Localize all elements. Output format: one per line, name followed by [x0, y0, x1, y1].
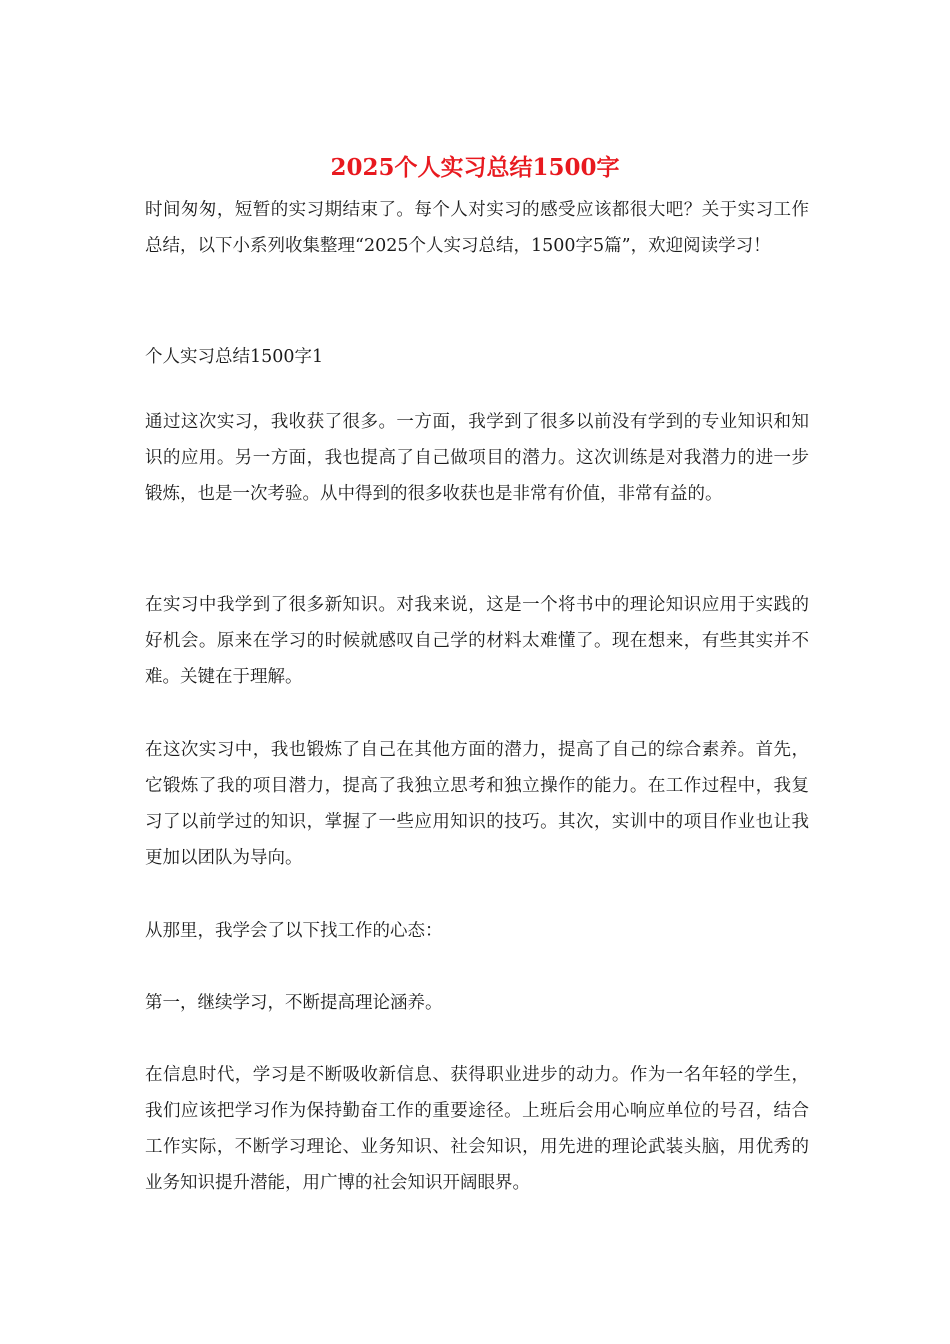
paragraph-4: 从那里，我学会了以下找工作的心态：: [145, 921, 443, 941]
intro-paragraph: 时间匆匆，短暂的实习期结束了。每个人对实习的感受应该都很大吧？关于实习工作总结，以下小系列收集整理“2025个人实习总结，1500字5篇”，欢迎阅读学习！: [145, 200, 809, 256]
paragraph-2: 在实习中我学到了很多新知识。对我来说，这是一个将书中的理论知识应用于实践的好机会。原来在学习的时候就感叹自己学的材料太难懂了。现在想来，有些其实并不难。关键在于理解。: [145, 595, 809, 687]
paragraph-6: 在信息时代，学习是不断吸收新信息、获得职业进步的动力。作为一名年轻的学生，我们应该把学习作为保持勤奋工作的重要途径。上班后会用心响应单位的号召，结合工作实际，不断学习理论、业务知识、社会知识，用先进的理论武装头脑，用优秀的业务知识提升潜能，用广博的社会知识开阔眼界。: [145, 1065, 809, 1193]
paragraph-1: 通过这次实习，我收获了很多。一方面，我学到了很多以前没有学到的专业知识和知识的应用。另一方面，我也提高了自己做项目的潜力。这次训练是对我潜力的进一步锻炼，也是一次考验。从中得到的很多收获也是非常有价值，非常有益的。: [145, 412, 809, 504]
section-heading: 个人实习总结1500字1: [145, 347, 324, 367]
document-title: 2025个人实习总结1500字: [330, 154, 620, 181]
paragraph-5: 第一，继续学习，不断提高理论涵养。: [145, 993, 443, 1013]
paragraph-3: 在这次实习中，我也锻炼了自己在其他方面的潜力，提高了自己的综合素养。首先，它锻炼了我的项目潜力，提高了我独立思考和独立操作的能力。在工作过程中，我复习了以前学过的知识，掌握了一些应用知识的技巧。其次，实训中的项目作业也让我更加以团队为导向。: [145, 740, 809, 868]
